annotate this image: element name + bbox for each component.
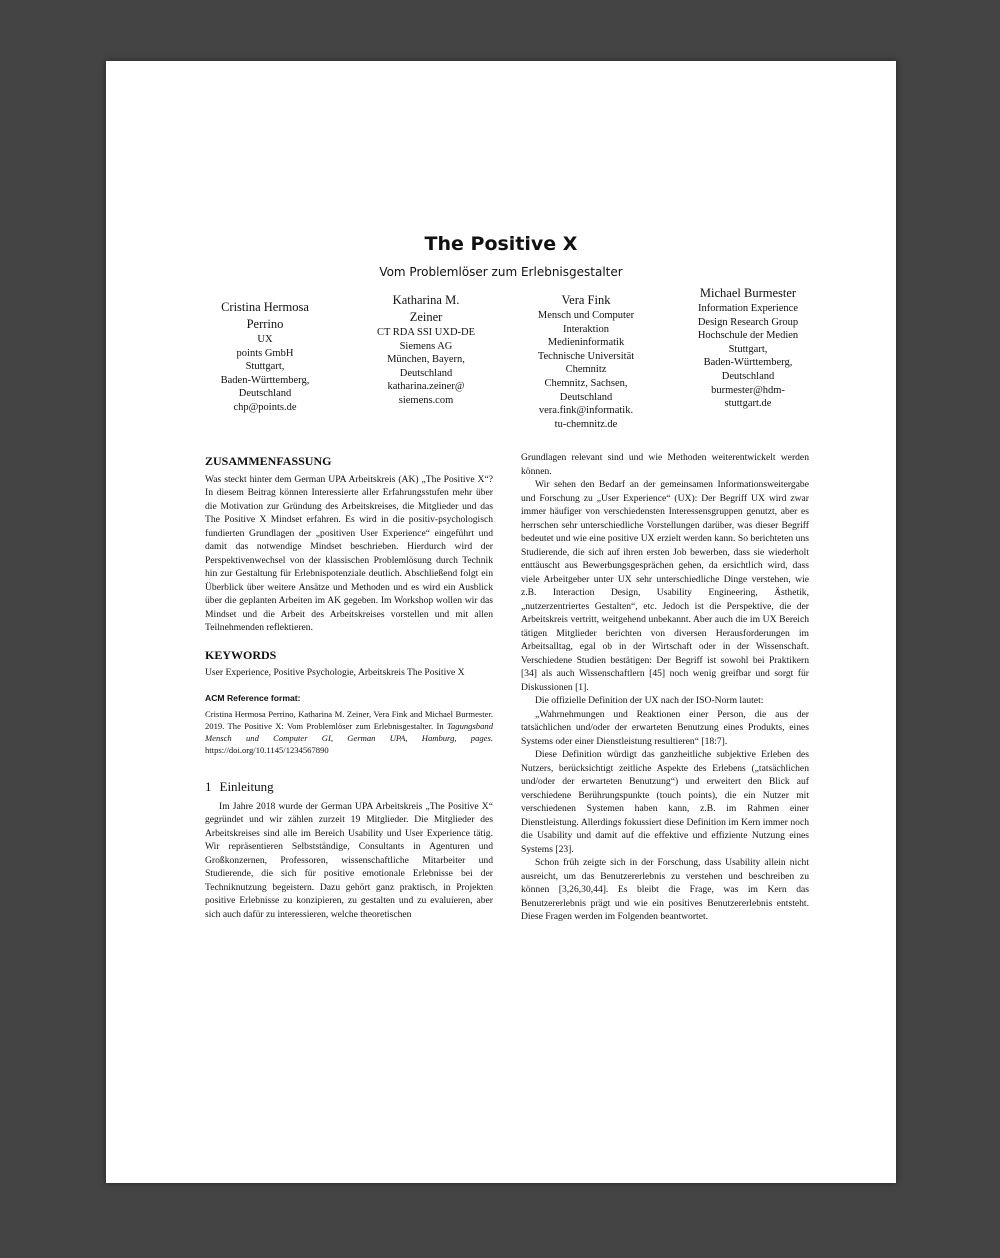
author-affiliation: Design Research Group: [697, 316, 799, 328]
keywords-heading: KEYWORDS: [205, 647, 277, 662]
paper-title: The Positive X: [424, 233, 578, 255]
author-affiliation: Baden-Württemberg,: [703, 357, 793, 369]
author-block-3: [518, 292, 654, 431]
abstract-text: Was steckt hinter dem German UPA Arbeitskreis (AK) „The Positive X“? In diesem Beitrag können Interessierte aller Erfahrungsstufen mehr über die Motivation zur Gründung des Arbeitskreises, die Mitglieder und das The Positive X Mindset erfahren. Es wird in die positiv-psychologisch fundierten Grundlagen der „positiven User Experience“ eingeführt und damit das notwendige Mindset beschrieben. Hierdurch wird der Perspektivenwechsel von der klassischen Problemlösung durch Technik hin zur Gestaltung für Erlebnispotenziale deutlich. Abschließend folgt ein Überblick über weitere Ansätze und Methoden und es wird ein Ausblick über die geplanten Arbeiten im AK gegeben. Im Workshop wollen wir das Mindset und die Arbeit des Arbeitskreises vorstellen und mit allen Teilnehmenden reflektieren.: [205, 473, 493, 633]
iso-definition-quote: „Wahrnehmungen und Reaktionen einer Person, die aus der tatsächlichen und/oder der erwarteten Benutzung eines Produkts, eines Systems oder einer Dienstleistung resultieren“ [18:7].: [521, 708, 809, 747]
author-email: siemens.com: [398, 394, 454, 406]
author-email: burmester@hdm-: [711, 384, 785, 396]
author-affiliation: Deutschland: [238, 388, 292, 400]
author-affiliation: Chemnitz, Sachsen,: [544, 377, 628, 389]
author-email: tu-chemnitz.de: [554, 418, 618, 430]
author-affiliation: UX: [257, 334, 273, 345]
section-heading-introduction: [205, 780, 493, 794]
acm-reference-heading: ACM Reference format:: [205, 692, 301, 703]
author-name: Perrino: [246, 317, 284, 331]
author-affiliation: Stuttgart,: [728, 343, 768, 355]
author-affiliation: Siemens AG: [399, 340, 453, 352]
acm-reference-text: [205, 708, 493, 756]
author-block-1: [206, 299, 324, 415]
author-affiliation: Hochschule der Medien: [697, 330, 799, 342]
section-number: 1: [205, 779, 212, 794]
author-affiliation: Deutschland: [721, 370, 775, 382]
author-name: Michael Burmester: [699, 286, 797, 300]
acm-reference-venue: Tagungsband Mensch und Computer GI, German UPA, Hamburg, pages.: [205, 721, 493, 743]
author-affiliation: Medieninformatik: [547, 337, 625, 349]
author-affiliation: Chemnitz: [565, 364, 607, 376]
author-affiliation: Mensch und Computer: [537, 310, 635, 321]
author-affiliation: Baden-Württemberg,: [220, 374, 310, 386]
body-paragraph: Grundlagen relevant sind und wie Methoden weiterentwickelt werden können.: [521, 452, 809, 477]
body-paragraph: Schon früh zeigte sich in der Forschung, dass Usability allein nicht ausreicht, um das Benutzererlebnis zu verstehen und beschreiben zu können [3,26,30,44]. Es bleibt die Frage, was im Kern das Benutzererlebnis prägt und wie ein positives Benutzererlebnis entsteht. Diese Fragen werden im Folgenden beantwortet.: [521, 857, 809, 922]
body-paragraph: Die offizielle Definition der UX nach der ISO-Norm lautet:: [535, 695, 764, 706]
author-affiliation: Deutschland: [399, 367, 453, 379]
author-email: stuttgart.de: [724, 398, 772, 410]
keywords-text: User Experience, Positive Psychologie, Arbeitskreis The Positive X: [205, 667, 465, 678]
abstract-heading: ZUSAMMENFASSUNG: [205, 454, 332, 468]
section-title: Einleitung: [219, 779, 274, 794]
author-block-4: [680, 285, 816, 411]
author-name: Katharina M.: [392, 293, 460, 307]
body-paragraph: Diese Definition würdigt das ganzheitliche subjektive Erleben des Nutzers, berücksichtigt zeitliche Aspekte des Erlebens („tatsächlichen und/oder der erwarteten Benutzung“) und erweitert den Blick auf verschiedene Berührungspunkte (touch points), die ein Nutzer mit verschiedenen Systemen haben kann, z.B. im Rahmen einer Dienstleistung. Allerdings fokussiert diese Definition im Kern immer noch die Usability und damit auf die effektive und effiziente Nutzung eines Systems [23].: [521, 749, 809, 855]
author-affiliation: Deutschland: [559, 391, 613, 403]
intro-paragraph: Im Jahre 2018 wurde der German UPA Arbeitskreis „The Positive X“ gegründet und wir zählen zurzeit 19 Mitglieder. Die Mitglieder des Arbeitskreises sind alle im Bereich Usability und User Experience tätig. Wir repräsentieren Selbstständige, Consultants in Agenturen und Großkonzernen, Professoren, wissenschaftliche Mitarbeiter und Studierende, die sich für positive emotionale Erlebnisse bei der Techniknutzung begeistern. Dazu gehört ganz praktisch, in Projekten positive Erlebnisse zu konzipieren, zu gestalten und zu evaluieren, aber sich auch dafür zu interessieren, welche theoretischen: [205, 800, 493, 920]
paper-page: [106, 61, 896, 1183]
paper-subtitle: Vom Problemlöser zum Erlebnisgestalter: [379, 265, 623, 279]
author-email: chp@points.de: [233, 401, 297, 413]
author-email: vera.fink@informatik.: [538, 405, 634, 417]
author-name: Cristina Hermosa: [221, 300, 309, 314]
left-column: [205, 455, 493, 921]
author-affiliation: points GmbH: [236, 347, 294, 359]
author-name: Zeiner: [409, 310, 443, 324]
right-column: [521, 451, 809, 924]
body-paragraph: Wir sehen den Bedarf an der gemeinsamen Informationsweitergabe und Forschung zu „User Experience“ (UX): Der Begriff UX wird zwar immer häufiger von verschiedensten Interessensgruppen genutzt, aber es herrschen sehr unterschiedliche Vorstellungen darüber, was dieser Begriff bedeutet und wie eine positive UX erzielt werden kann. So berichteten uns Studierende, die sich auf ihren ersten Job bewerben, dass sie wiederholt enttäuscht aus Bewerbungsgesprächen gehen, da ersichtlich wird, dass viele Arbeitgeber unter UX sehr unterschiedliche Dinge verstehen, wie z.B. Interaction Design, Usability Engineering, Ästhetik, „nutzerzentriertes Gestalten“, etc. Jedoch ist die Perspektive, die der Arbeitskreis vertritt, weitgehend unbekannt. Aber auch die im UX Bereich tätigen Mitglieder berichten von diversen Herausforderungen im Arbeitsalltag, egal ob in der Wirtschaft oder in der Wissenschaft. Verschiedene Studien bestätigen: Der Begriff ist sowohl bei Praktikern [34] als auch Wissenschaftlern [45] noch wenig greifbar und sorgt für Diskussionen [1].: [521, 479, 809, 693]
author-name: Vera Fink: [561, 293, 611, 307]
author-block-2: [362, 292, 490, 408]
author-affiliation: Information Experience: [698, 303, 798, 314]
acm-reference-authors: Cristina Hermosa Perrino, Katharina M. Zeiner, Vera Fink and Michael Burmester. 2019. The Positive X: Vom Problemlöser zum Erlebnisgestalter. In: [205, 709, 493, 731]
author-affiliation: CT RDA SSI UXD-DE: [376, 327, 476, 338]
author-affiliation: Stuttgart,: [245, 361, 285, 373]
author-email: katharina.zeiner@: [387, 381, 465, 393]
acm-reference-doi: https://doi.org/10.1145/1234567890: [205, 745, 329, 755]
author-affiliation: Interaktion: [562, 323, 610, 335]
author-affiliation: München, Bayern,: [387, 354, 465, 366]
author-affiliation: Technische Universität: [537, 350, 635, 362]
